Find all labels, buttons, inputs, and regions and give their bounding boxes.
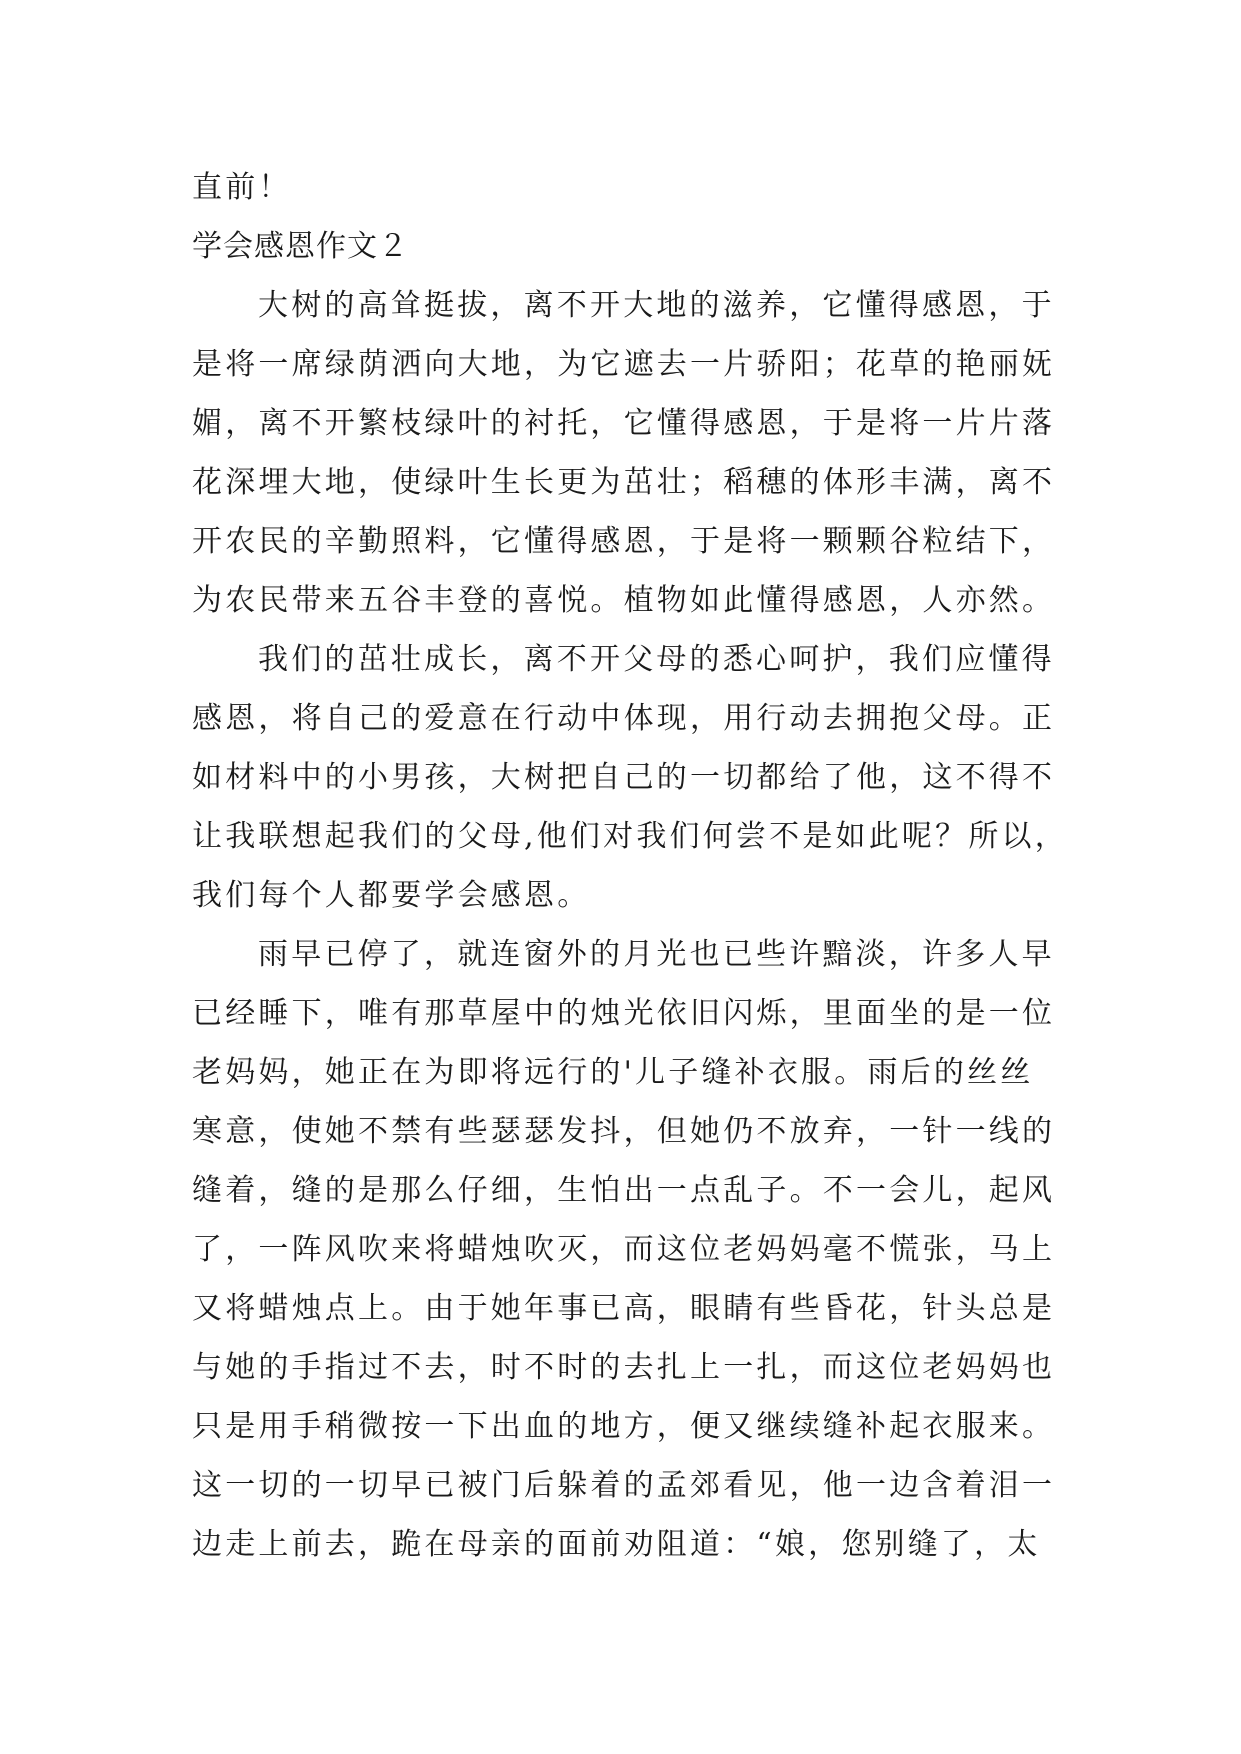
- paragraph-line: 为农民带来五谷丰登的喜悦。植物如此懂得感恩，人亦然。: [192, 583, 1056, 618]
- paragraph-line: 了，一阵风吹来将蜡烛吹灭，而这位老妈妈毫不慌张，马上: [192, 1232, 1056, 1267]
- paragraph-line: 大树的高耸挺拔，离不开大地的滋养，它懂得感恩，于: [258, 288, 1055, 323]
- paragraph-line: 边走上前去，跪在母亲的面前劝阻道：“娘，您别缝了，太: [192, 1527, 1041, 1562]
- paragraph-1: [192, 276, 1072, 630]
- paragraph-line: 缝着，缝的是那么仔细，生怕出一点乱子。不一会儿，起风: [192, 1173, 1056, 1208]
- paragraph-line: 让我联想起我们的父母,他们对我们何尝不是如此呢？所以，: [192, 819, 1068, 854]
- paragraph-line: 是将一席绿荫洒向大地，为它遮去一片骄阳；花草的艳丽妩: [192, 347, 1056, 382]
- paragraph-line: 雨早已停了，就连窗外的月光也已些许黯淡，许多人早: [258, 937, 1055, 972]
- paragraph-line: 老妈妈，她正在为即将远行的'儿子缝补衣服。雨后的丝丝: [192, 1055, 1034, 1090]
- paragraph-line: 我们每个人都要学会感恩。: [192, 878, 591, 913]
- paragraph-3: [192, 925, 1072, 1574]
- paragraph-line: 寒意，使她不禁有些瑟瑟发抖，但她仍不放弃，一针一线的: [192, 1114, 1056, 1149]
- paragraph-line: 我们的茁壮成长，离不开父母的悉心呵护，我们应懂得: [258, 642, 1055, 677]
- continuation-text: 直前！: [192, 170, 292, 205]
- paragraph-line: 开农民的辛勤照料，它懂得感恩，于是将一颗颗谷粒结下，: [192, 524, 1056, 559]
- paragraph-line: 如材料中的小男孩，大树把自己的一切都给了他，这不得不: [192, 760, 1056, 795]
- paragraph-line: 又将蜡烛点上。由于她年事已高，眼睛有些昏花，针头总是: [192, 1291, 1056, 1326]
- paragraph-2: [192, 630, 1072, 925]
- paragraph-line: 与她的手指过不去，时不时的去扎上一扎，而这位老妈妈也: [192, 1350, 1056, 1385]
- paragraph-line: 这一切的一切早已被门后躲着的孟郊看见，他一边含着泪一: [192, 1468, 1056, 1503]
- paragraph-line: 已经睡下，唯有那草屋中的烛光依旧闪烁，里面坐的是一位: [192, 996, 1056, 1031]
- essay-title: 学会感恩作文２: [192, 229, 409, 264]
- paragraph-line: 媚，离不开繁枝绿叶的衬托，它懂得感恩，于是将一片片落: [192, 406, 1056, 441]
- paragraph-line: 只是用手稍微按一下出血的地方，便又继续缝补起衣服来。: [192, 1409, 1056, 1444]
- paragraph-line: 花深埋大地，使绿叶生长更为茁壮；稻穗的体形丰满，离不: [192, 465, 1056, 500]
- document-body: [192, 158, 1072, 1574]
- paragraph-line: 感恩，将自己的爱意在行动中体现，用行动去拥抱父母。正: [192, 701, 1056, 736]
